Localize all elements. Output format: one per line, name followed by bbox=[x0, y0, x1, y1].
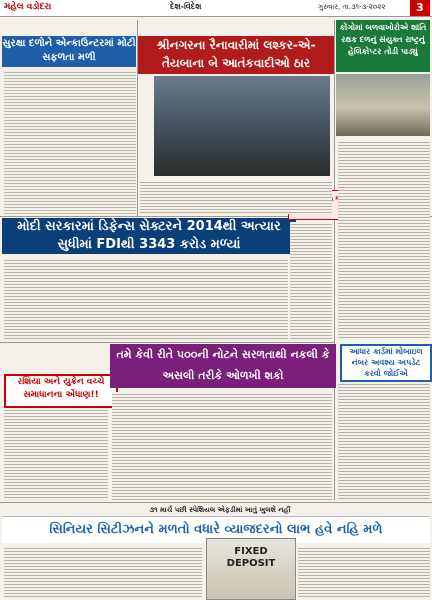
issue-date: ગુરુવાર, તા.૩૧-૩-૨૦૨૨ bbox=[318, 3, 386, 11]
article-body-punjab bbox=[290, 222, 332, 340]
headline-aadhaar-mobile: આધાર કાર્ડમાં મોબાઇલ નંબર અવશ્ય અપડેટ કરવો જોઈએ bbox=[340, 344, 432, 382]
article-body-congo bbox=[338, 140, 430, 340]
headline-fake-500-note: તમે કેવી રીતે ૫૦૦ની નોટને સરળતાથી નકલી કે અસલી તરીકે ઓળખી શકો bbox=[110, 344, 336, 388]
article-body-srinagar bbox=[140, 180, 332, 214]
fixed-deposit-caption: FIXED DEPOSIT bbox=[226, 546, 276, 569]
row-divider bbox=[0, 502, 432, 503]
article-body-senior-left bbox=[4, 546, 202, 598]
headline-russia-ukraine: રશિયા અને યુક્રેન વચ્ચે સમાધાનના એંધાણ!! bbox=[4, 374, 118, 408]
column-divider bbox=[334, 20, 335, 500]
article-body-russia bbox=[4, 408, 108, 500]
subheadline-special-fd: ૩૧ માર્ચ પછી સ્પેશિયલ એફડીમાં ખાતું ખુલશે નહીં bbox=[149, 506, 291, 514]
headline-security-forces: સુરક્ષા દળોને એન્કાઉન્ટરમાં મોટી સફળતા મળી bbox=[2, 36, 136, 67]
article-body-senior-right bbox=[298, 546, 430, 598]
row-divider bbox=[0, 342, 334, 343]
page-number-badge: 3 bbox=[410, 0, 430, 16]
headline-senior-citizen-interest: સિનિયર સિટીઝનને મળતો વધારે વ્યાજદરનો લાભ હવે નહિ મળે bbox=[2, 516, 430, 543]
headline-srinagar-encounter: શ્રીનગરના રૈનાવારીમાં લશ્કર-એ-તૈયબાના બે આતંકવાદીઓ ઠાર bbox=[138, 36, 334, 74]
article-body-defence bbox=[4, 258, 288, 340]
publication-name: મહેલ વડોદરા bbox=[4, 2, 52, 12]
article-body-500-note bbox=[112, 392, 332, 500]
headline-congo-helicopter: કોંગોમાં બળવાખોરોએ શાંતિ રક્ષક દળનું સંયુક્ત રાષ્ટ્રનું હેલિકોપ્ટર તોડી પાડ્યું bbox=[336, 20, 430, 72]
headline-defence-fdi: મોદી સરકારમાં ડિફેન્સ સેક્ટરને 2014થી અત્યાર સુધીમાં FDIથી 3343 કરોડ મળ્યાં bbox=[2, 218, 296, 254]
article-body-security bbox=[4, 70, 136, 214]
article-body-aadhaar bbox=[338, 382, 430, 500]
photo-helicopter bbox=[336, 74, 430, 136]
photo-soldiers bbox=[154, 76, 330, 176]
section-name: દેશ-વિદેશ bbox=[170, 2, 202, 11]
